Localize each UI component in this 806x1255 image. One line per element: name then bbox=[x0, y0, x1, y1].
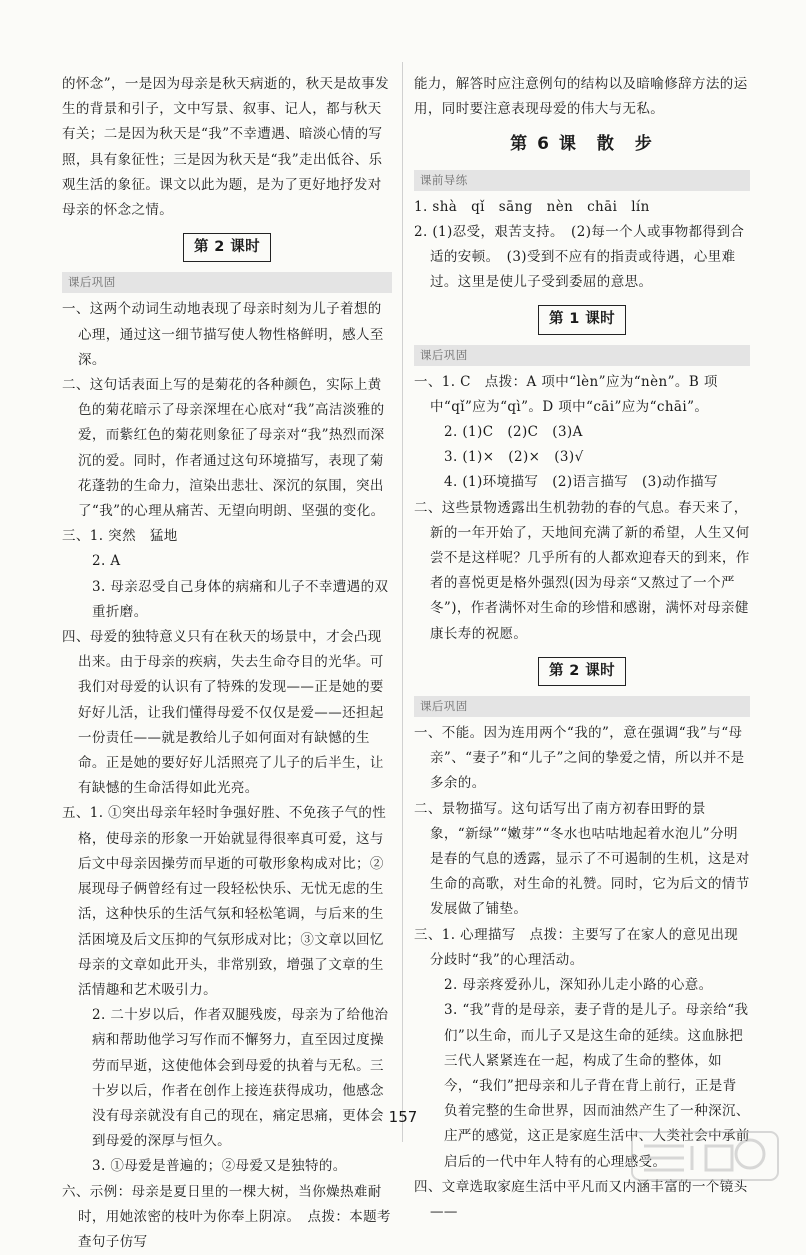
continued-text: 能力，解答时应注意例句的结构以及暗喻修辞方法的运用，同时要注意表现母爱的伟大与无私。 bbox=[414, 76, 748, 118]
lesson-2-title-right: 第 2 课时 bbox=[538, 657, 626, 686]
answer-1: 一、这两个动词生动地表现了母亲时刻为儿子着想的心理，通过这一细节描写使人物性格鲜明，感人至深。 bbox=[62, 301, 384, 368]
answer-a1-3: 3. (1)× (2)× (3)√ bbox=[444, 449, 584, 466]
watermark-logo-icon bbox=[630, 1128, 780, 1184]
lesson-2-title: 第 2 课时 bbox=[183, 233, 271, 262]
answer-b2: 二、景物描写。这句话写出了南方初春田野的景象，“新绿”“嫩芽”“冬水也咕咕地起着水泡儿”分明是春的气息的透露，显示了不可遏制的生机，这是对生命的高歌，对生命的礼赞。同时，它为后文的情节发展做了铺垫。 bbox=[414, 800, 750, 918]
answer-2: 二、这句话表面上写的是菊花的各种颜色，实际上黄色的菊花暗示了母亲深埋在心底对“我”高洁淡雅的爱，而紫红色的菊花则象征了母亲对“我”热烈而深沉的爱。同时，作者通过这句环境描写，表现了菊花蓬勃的生命力，渲染出悲壮、深沉的氛围，突出了“我”的心理从痛苦、无望向明朗、坚强的变化。 bbox=[62, 377, 385, 520]
answer-b3-3: 3. “我”背的是母亲，妻子背的是儿子。母亲给“我们”以生命，而儿子又是这生命的延续。这血脉把三代人紧紧连在一起，构成了生命的整体，如今，“我们”把母亲和儿子背在背上前行，正是背负着完整的生命世界，因而油然产生了一种深沉、庄严的感觉，这正是家庭生活中、人类社会中承前启后的一代中年人特有的心理感受。 bbox=[444, 1002, 750, 1170]
answer-4: 四、母爱的独特意义只有在秋天的场景中，才会凸现出来。由于母亲的疾病，失去生命夺目的光华。可我们对母爱的认识有了特殊的发现——正是她的要好好儿活，让我们懂得母爱不仅仅是爱——还担起一份责任——就是教给儿子如何面对有缺憾的生命。正是她的要好好儿活照亮了儿子的后半生，让有缺憾的生命活得如此光亮。 bbox=[62, 629, 384, 797]
left-column bbox=[62, 72, 392, 1255]
chapter-title: 第 6 课 散 步 bbox=[510, 134, 654, 155]
answer-3-1: 三、1. 突然 猛地 bbox=[62, 528, 178, 545]
section-band-review-2: 课后巩固 bbox=[414, 696, 750, 717]
section-band-preview: 课前导练 bbox=[414, 170, 750, 191]
lesson-1-title: 第 1 课时 bbox=[538, 305, 626, 334]
section-band-review-1: 课后巩固 bbox=[414, 345, 750, 366]
answer-3-3: 3. 母亲忍受自己身体的病痛和儿子不幸遭遇的双重折磨。 bbox=[92, 578, 389, 620]
page-number: 157 bbox=[388, 1108, 418, 1126]
answer-5-3: 3. ①母爱是普遍的；②母爱又是独特的。 bbox=[92, 1158, 347, 1175]
answer-3-2: 2. A bbox=[92, 553, 121, 570]
intro-paragraph: 的怀念”，一是因为母亲是秋天病逝的，秋天是故事发生的背景和引子，文中写景、叙事、记人，都与秋天有关；二是因为秋天是“我”不幸遭遇、暗淡心情的写照，具有象征性；三是因为秋天是“我”走出低谷、乐观生活的象征。课文以此为题，是为了更好地抒发对母亲的怀念之情。 bbox=[62, 76, 390, 219]
answer-a1-1: 一、1. C 点拨：A 项中“lèn”应为“nèn”。B 项中“qǐ”应为“qì”。D 项中“cāi”应为“chāi”。 bbox=[414, 373, 718, 415]
section-band-review: 课后巩固 bbox=[62, 272, 392, 293]
answer-a2: 二、这些景物透露出生机勃勃的春的气息。春天来了，新的一年开始了，天地间充满了新的希望，人生又何尝不是这样呢？几乎所有的人都欢迎春天的到来，作者的喜悦更是格外强烈(因为母亲“又熬过了一个严冬”)，作者满怀对生命的珍惜和感谢，满怀对母亲健康长寿的祝愿。 bbox=[414, 499, 750, 642]
answer-b3-1: 三、1. 心理描写 点拨：主要写了在家人的意见出现分歧时“我”的心理活动。 bbox=[414, 926, 739, 968]
answer-b1: 一、不能。因为连用两个“我的”，意在强调“我”与“母亲”、“妻子”和“儿子”之间的挚爱之情，所以并不是多余的。 bbox=[414, 725, 745, 792]
answer-a1-2: 2. (1)C (2)C (3)A bbox=[444, 424, 583, 441]
column-divider bbox=[402, 62, 403, 1142]
answer-5-1: 五、1. ①突出母亲年轻时争强好胜、不免孩子气的性格，使母亲的形象一开始就显得很率真可爱，这与后文中母亲因操劳而早逝的可敬形象构成对比；②展现母子俩曾经有过一段轻松快乐、无忧无虑的生活，这种快乐的生活气氛和轻松笔调，与后来的生活困境及后文压抑的气氛形成对比；③文章以回忆母亲的文章如此开头，非常别致，增强了文章的生活情趣和艺术吸引力。 bbox=[62, 805, 387, 998]
pre-answer-2: 2. (1)忍受，艰苦支持。 (2)每一个人或事物都得到合适的安顿。 (3)受到不应有的指责或待遇，心里难过。这里是使儿子受到委屈的意思。 bbox=[414, 223, 745, 291]
pre-answer-1: 1. shà qǐ sāng nèn chāi lín bbox=[414, 198, 650, 215]
answer-a1-4: 4. (1)环境描写 (2)语言描写 (3)动作描写 bbox=[444, 474, 718, 491]
answer-b4: 四、文章选取家庭生活中平凡而又内涵丰富的一个镜头—— bbox=[414, 1178, 748, 1220]
answer-5-2: 2. 二十岁以后，作者双腿残废，母亲为了给他治病和帮助他学习写作而不懈努力，直至因过度操劳而早逝，这使他体会到母爱的执着与无私。三十岁以后，作者在创作上接连获得成功，他感念没有母亲就没有自己的现在，痛定思痛，更体会到母爱的深厚与恒久。 bbox=[92, 1007, 389, 1150]
right-column bbox=[414, 72, 750, 1225]
answer-6: 六、示例：母亲是夏日里的一棵大树，当你燥热难耐时，用她浓密的枝叶为你奉上阴凉。 点拨：本题考查句子仿写 bbox=[62, 1183, 391, 1250]
answer-b3-2: 2. 母亲疼爱孙儿，深知孙儿走小路的心意。 bbox=[444, 977, 713, 994]
